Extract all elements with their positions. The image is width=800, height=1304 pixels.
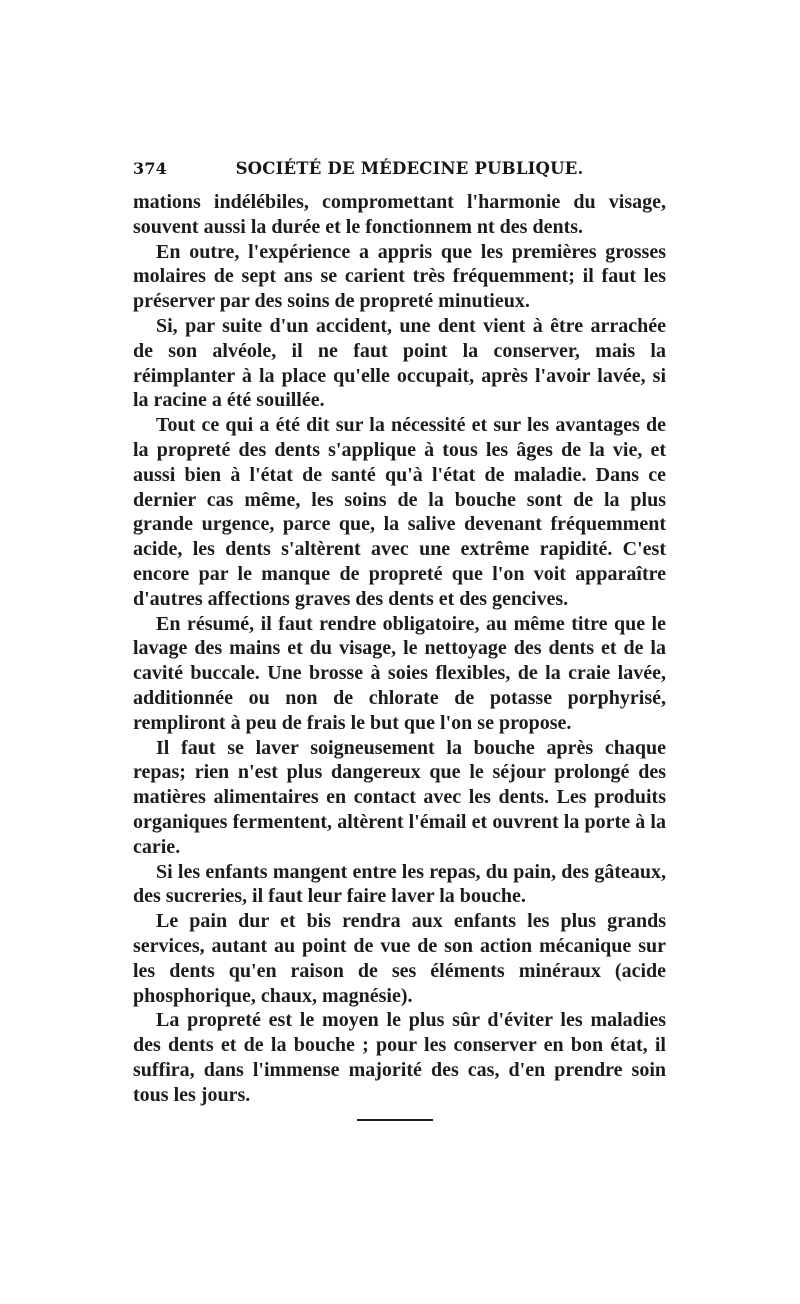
paragraph-pain-dur: Le pain dur et bis rendra aux enfants les plus grands services, autant au point de vue de son action mécanique sur les dents qu'en raison de ses éléments minéraux (acide phosphorique, chaux, magnésie).: [133, 910, 666, 1007]
paragraph-conclusion: La propreté est le moyen le plus sûr d'éviter les maladies des dents et de la bouche ; pour les conserver en bon état, il suffira, dans l'immense majorité des cas, d'en prendre soin tous les jours.: [133, 1009, 666, 1106]
paragraph-molaires: En outre, l'expérience a appris que les premières grosses molaires de sept ans se carient très fréquemment; il faut les préserver par des soins de propreté minutieux.: [133, 240, 666, 313]
page-number: 374: [133, 159, 167, 178]
running-title: SOCIÉTÉ DE MÉDECINE PUBLIQUE.: [235, 159, 584, 178]
end-rule-divider: [357, 1119, 433, 1121]
body-text: [133, 190, 666, 1107]
paragraph-proprete-ages: Tout ce qui a été dit sur la nécessité et sur les avantages de la propreté des dents s'applique à tous les âges de la vie, et aussi bien à l'état de santé qu'à l'état de maladie. Dans ce dernier cas même, les soins de la bouche sont de la plus grande urgence, parce que, la salive devenant fréquemment acide, les dents s'altèrent avec une extrême rapidité. C'est encore par le manque de propreté que l'on voit apparaître d'autres affections graves des dents et des gencives.: [133, 414, 666, 610]
paragraph-accident: Si, par suite d'un accident, une dent vient à être arrachée de son alvéole, il ne faut point la conserver, mais la réimplanter à la place qu'elle occupait, après l'avoir lavée, si la racine a été souillée.: [133, 314, 666, 412]
paragraph-enfants-repas: Si les enfants mangent entre les repas, du pain, des gâteaux, des sucreries, il faut leur faire laver la bouche.: [133, 860, 666, 908]
paragraph-continuation: mations indélébiles, compromettant l'harmonie du visage, souvent aussi la durée et le fonctionnem nt des dents.: [133, 191, 666, 238]
running-head: [133, 153, 666, 181]
paragraph-laver-bouche: Il faut se laver soigneusement la bouche après chaque repas; rien n'est plus dangereux que le séjour prolongé des matières alimentaires en contact avec les dents. Les produits organiques fermentent, altèrent l'émail et ouvrent la porte à la carie.: [133, 736, 666, 858]
paragraph-resume: En résumé, il faut rendre obligatoire, au même titre que le lavage des mains et du visage, le nettoyage des dents et de la cavité buccale. Une brosse à soies flexibles, de la craie lavée, additionnée ou non de chlorate de potasse porphyrisé, rempliront à peu de frais le but que l'on se propose.: [133, 612, 666, 734]
